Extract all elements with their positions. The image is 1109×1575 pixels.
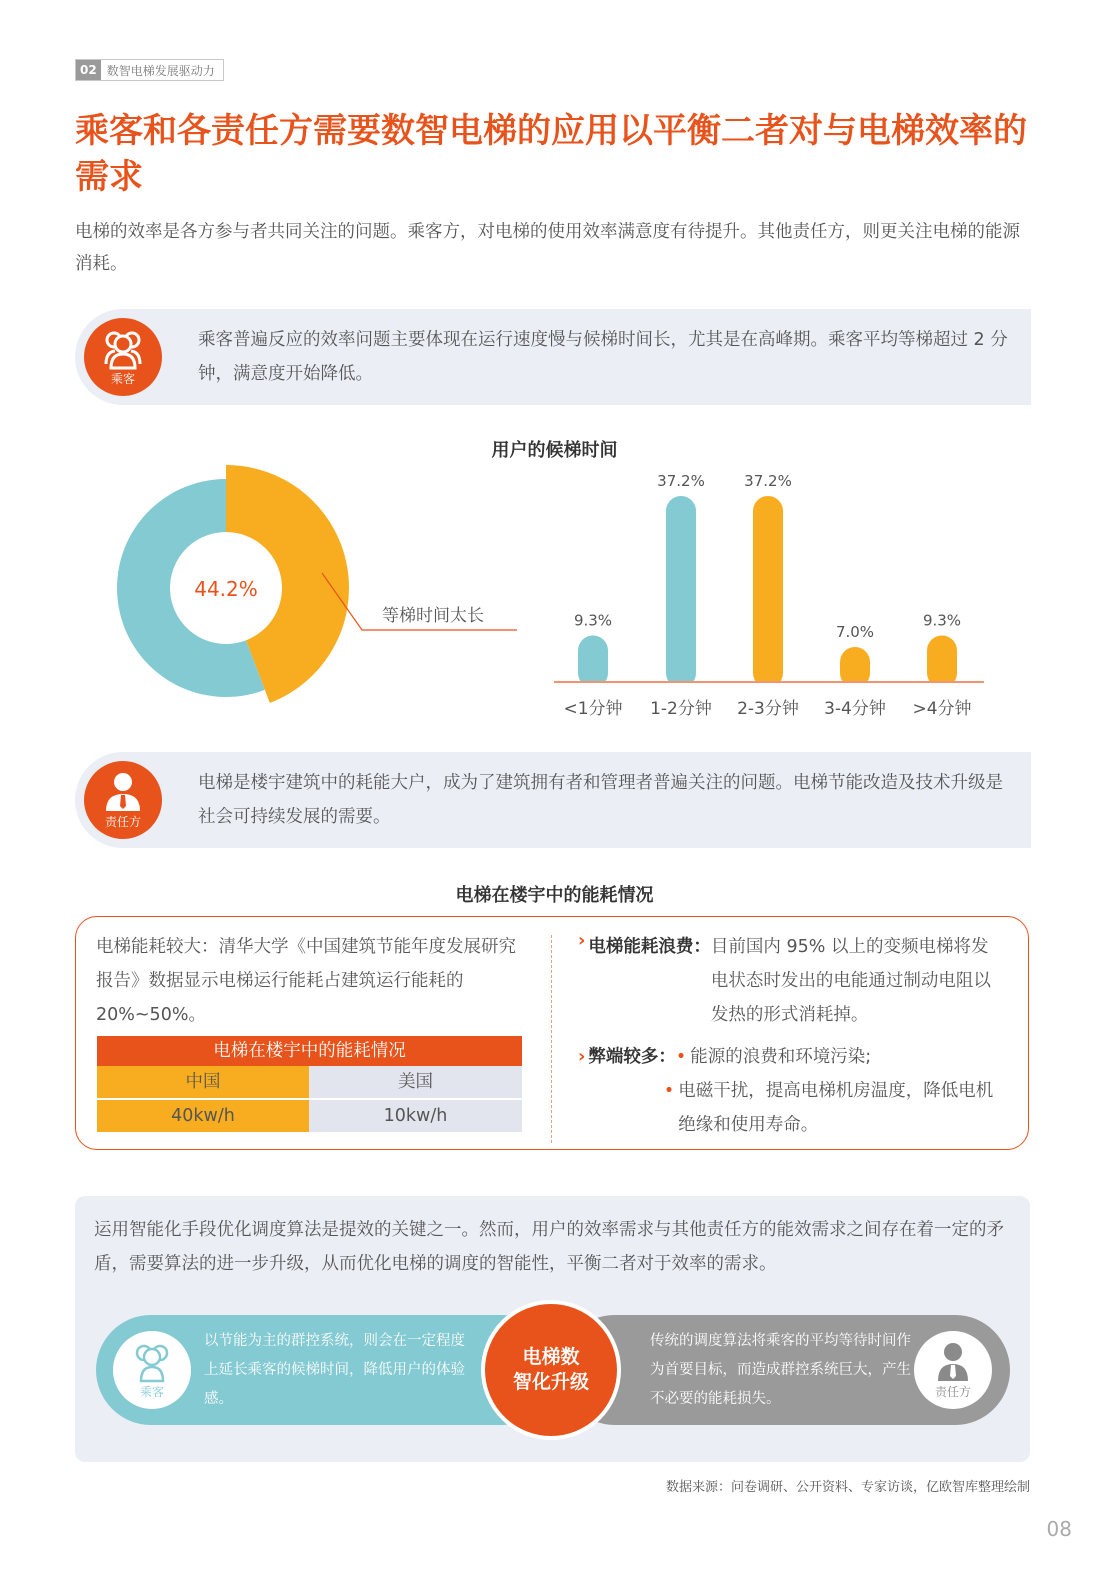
data-source: 数据来源：问卷调研、公开资料、专家访谈，亿欧智库整理绘制: [665, 1480, 1030, 1495]
owner-pill-text: 传统的调度算法将乘客的平均等待时间作为首要目标，而造成群控系统巨大，产生不必要的能耗损失。: [650, 1333, 911, 1407]
donut-annotation: 等梯时间太长: [382, 606, 484, 626]
center-label-line1: 电梯数: [522, 1346, 580, 1368]
bar-chart: [550, 455, 1000, 725]
drawback-text: 电磁干扰，提高电梯机房温度，降低电机绝缘和使用寿命。: [678, 1081, 994, 1135]
divider-dashed: [551, 935, 552, 1143]
bullet-icon: •: [663, 1081, 675, 1101]
drawbacks-block: [578, 1040, 1018, 1142]
bar-category-label: 2-3分钟: [737, 699, 799, 719]
waste-text: 目前国内 95% 以上的变频电梯将发电状态时发出的电能通过制动电阻以发热的形式消耗掉。: [710, 937, 991, 1025]
center-upgrade-circle: [481, 1300, 621, 1440]
passengers-icon: [113, 1331, 191, 1387]
section-tag: [75, 59, 224, 81]
drawback-item: [676, 1040, 1006, 1074]
chevron-right-icon: ›: [578, 1046, 586, 1067]
bar: [666, 496, 696, 688]
waste-block: [578, 930, 1018, 1032]
bar: [578, 636, 608, 689]
table-value-usa: 10kw/h: [309, 1100, 522, 1132]
owner-pill-badge: [914, 1331, 992, 1409]
table-col-china: 中国: [97, 1066, 309, 1098]
donut-center-label: 44.2%: [194, 577, 258, 601]
donut-chart: [100, 455, 550, 715]
page-title: 乘客和各责任方需要数智电梯的应用以平衡二者对与电梯效率的需求: [75, 111, 1027, 197]
owner-callout: [75, 752, 1031, 848]
passengers-icon: [84, 318, 162, 378]
energy-left-text: 电梯能耗较大：清华大学《中国建筑节能年度发展研究报告》数据显示电梯运行能耗占建筑运行能耗的 20%~50%。: [96, 937, 516, 1025]
bar-category-label: 1-2分钟: [650, 699, 712, 719]
page-number: 08: [1046, 1517, 1072, 1541]
energy-table-header: 电梯在楼宇中的能耗情况: [97, 1036, 522, 1066]
person-icon: [914, 1331, 992, 1387]
drawback-text: 能源的浪费和环境污染;: [690, 1047, 872, 1067]
bar-value-label: 7.0%: [835, 623, 875, 641]
passenger-badge-label: 乘客: [110, 372, 135, 386]
energy-table: [97, 1036, 522, 1132]
bar: [927, 636, 957, 689]
bullet-icon: •: [675, 1047, 687, 1067]
passenger-pill-label: 乘客: [139, 1385, 164, 1399]
bar: [753, 496, 783, 688]
section-name: 数智电梯发展驱动力: [106, 63, 215, 78]
passenger-callout: [75, 309, 1031, 405]
bar-category-label: <1分钟: [563, 699, 623, 719]
bottom-text: 运用智能化手段优化调度算法是提效的关键之一。然而，用户的效率需求与其他责任方的能效需求之间存在着一定的矛盾，需要算法的进一步升级，从而优化电梯的调度的智能性，平衡二者对于效率的需求。: [94, 1220, 1004, 1274]
energy-section-title: 电梯在楼宇中的能耗情况: [455, 885, 654, 906]
person-icon: [84, 761, 162, 821]
drawback-item: [664, 1074, 1006, 1142]
passenger-badge: [84, 318, 162, 396]
bar-category-label: >4分钟: [912, 699, 972, 719]
section-number: 02: [76, 60, 101, 80]
bar-category-label: 3-4分钟: [824, 699, 886, 719]
center-label-line2: 智化升级: [512, 1371, 589, 1393]
owner-pill: [560, 1315, 1010, 1425]
bar-value-label: 37.2%: [657, 472, 705, 490]
owner-badge: [84, 761, 162, 839]
chevron-right-icon: ›: [578, 930, 586, 951]
bar-value-label: 9.3%: [573, 611, 613, 630]
bar-value-label: 37.2%: [744, 472, 792, 490]
passenger-pill-text: 以节能为主的群控系统，则会在一定程度上延长乘客的候梯时间，降低用户的体验感。: [204, 1333, 465, 1407]
table-value-china: 40kw/h: [97, 1100, 309, 1132]
table-col-usa: 美国: [309, 1066, 522, 1098]
drawbacks-title: 弊端较多：: [588, 1047, 676, 1067]
passenger-pill-badge: [113, 1331, 191, 1409]
passenger-callout-text: 乘客普遍反应的效率问题主要体现在运行速度慢与候梯时间长，尤其是在高峰期。乘客平均等梯超过 2 分钟，满意度开始降低。: [198, 330, 1008, 384]
owner-pill-label: 责任方: [934, 1385, 971, 1399]
owner-callout-text: 电梯是楼宇建筑中的耗能大户，成为了建筑拥有者和管理者普遍关注的问题。电梯节能改造及技术升级是社会可持续发展的需要。: [198, 773, 1003, 827]
intro-text: 电梯的效率是各方参与者共同关注的问题。乘客方，对电梯的使用效率满意度有待提升。其他责任方，则更关注电梯的能源消耗。: [75, 222, 1020, 274]
bar-chart-title: 用户的候梯时间: [491, 440, 618, 461]
waste-title: 电梯能耗浪费：: [588, 937, 711, 957]
bar-value-label: 9.3%: [922, 611, 962, 630]
owner-badge-label: 责任方: [104, 815, 141, 829]
